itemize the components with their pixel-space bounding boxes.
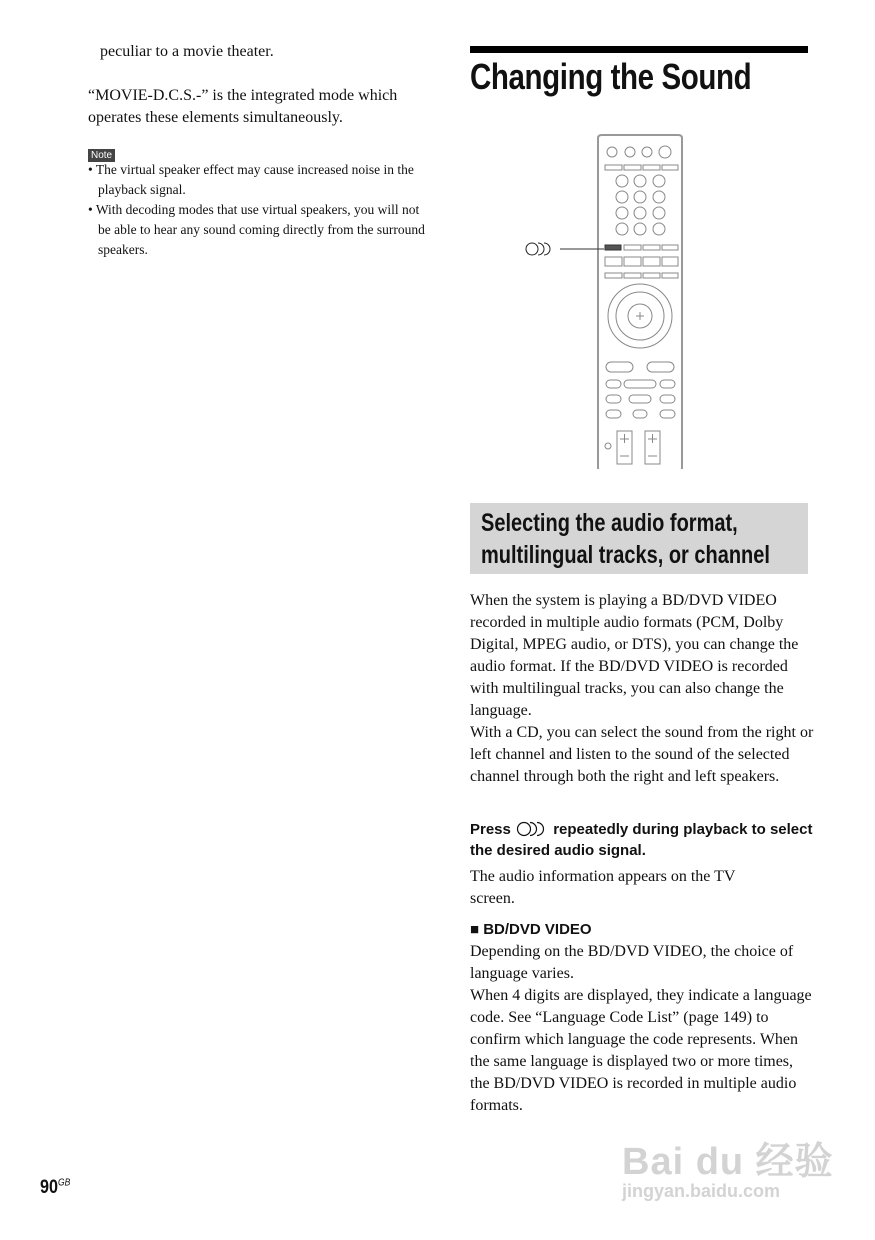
audio-sound-icon bbox=[526, 243, 550, 255]
watermark-logo: Bai du 经验 bbox=[622, 1141, 834, 1183]
result-text: The audio information appears on the TV screen. bbox=[470, 868, 736, 907]
remote-control-figure bbox=[520, 134, 690, 469]
intro-paragraph: When the system is playing a BD/DVD VIDEO recorded in multiple audio formats (PCM, Dolby Digital, MPEG audio, or DTS), you can change the audio format. If the BD/DVD VIDEO is recorded with multilingual tracks, you can also change the language. bbox=[470, 592, 799, 719]
section-paragraph-1: Depending on the BD/DVD VIDEO, the choice of language varies. bbox=[470, 943, 794, 982]
note-item: • The virtual speaker effect may cause increased noise in the playback signal. bbox=[88, 162, 414, 197]
subtitle-line: Selecting the audio format, bbox=[481, 509, 738, 537]
instruction-prefix: Press bbox=[470, 821, 511, 838]
note-item: • With decoding modes that use virtual speakers, you will not be able to hear any sound coming directly from the surround speakers. bbox=[88, 202, 425, 257]
note-list bbox=[88, 160, 428, 260]
watermark-url: jingyan.baidu.com bbox=[622, 1181, 781, 1201]
page-number-value: 90 bbox=[40, 1177, 58, 1198]
title-rule bbox=[470, 46, 808, 53]
page-number bbox=[40, 1177, 70, 1199]
instruction-suffix: repeatedly during playback to select the desired audio signal. bbox=[470, 821, 813, 859]
continuation-text: peculiar to a movie theater. bbox=[100, 43, 274, 60]
instruction bbox=[470, 819, 815, 861]
cd-paragraph: With a CD, you can select the sound from the right or left channel and listen to the sound of the selected channel through both the right and left speakers. bbox=[470, 724, 814, 785]
subtitle-line: multilingual tracks, or channel bbox=[481, 541, 770, 569]
section-heading: ■ BD/DVD VIDEO bbox=[470, 921, 592, 938]
section-paragraph-2: When 4 digits are displayed, they indicate a language code. See “Language Code List” (page 149) to confirm which language the code represents. When the same language is displayed two or more times, the BD/DVD VIDEO is recorded in multiple audio formats. bbox=[470, 987, 812, 1114]
watermark bbox=[622, 1130, 834, 1202]
page-suffix: GB bbox=[57, 1177, 71, 1189]
note-badge: Note bbox=[88, 149, 115, 162]
subsection-title bbox=[481, 507, 770, 571]
page-title: Changing the Sound bbox=[470, 56, 752, 97]
audio-sound-icon bbox=[515, 821, 549, 837]
movie-dcs-paragraph: “MOVIE-D.C.S.-” is the integrated mode which operates these elements simultaneously. bbox=[88, 87, 398, 126]
